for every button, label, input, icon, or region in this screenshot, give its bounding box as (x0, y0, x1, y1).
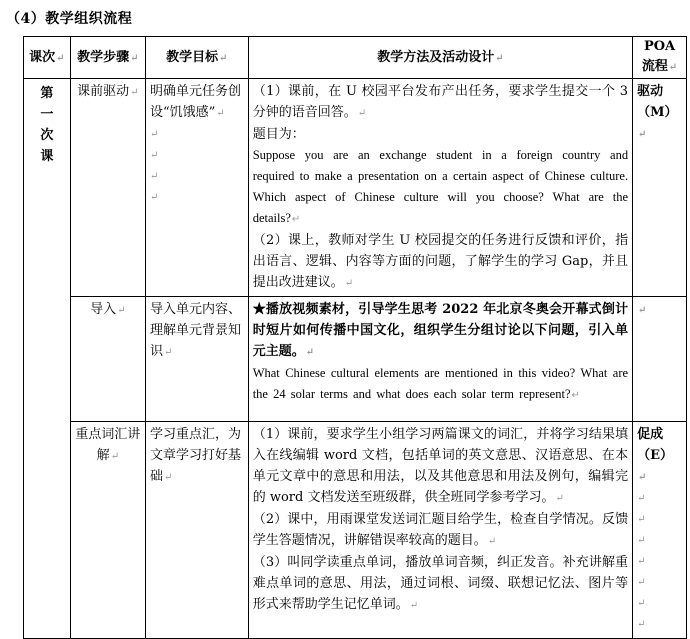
session-label: 第一次课 (40, 86, 54, 164)
table-row (24, 297, 687, 422)
method-paragraph: （1）课前，在 U 校园平台发布产出任务，要求学生提交一个 3 分钟的语音回答。↵ (252, 84, 629, 120)
step-cell: 重点词汇讲解↵ (70, 422, 145, 639)
section-heading: （4）教学组织流程 (6, 11, 133, 27)
goal-cell: 学习重点汇，为文章学习打好基础↵ (146, 422, 249, 639)
method-paragraph: 题目为： (252, 127, 305, 142)
method-question-en: Suppose you are an exchange student in a foreign country and required to make a presentation on a certain aspect of Chinese culture. Which aspect of Chinese culture will you choose? What are the details?↵ (252, 148, 629, 225)
header-poa: POA 流程↵ (633, 37, 687, 79)
goal-cell: 明确单元任务创设“饥饿感”↵ ↵ ↵ ↵ ↵ (146, 79, 249, 297)
method-cell (248, 79, 632, 297)
session-cell (24, 79, 71, 639)
poa-cell: ↵ (633, 297, 687, 422)
method-cell (248, 297, 632, 422)
header-goal: 教学目标↵ (146, 37, 249, 79)
method-cell (248, 422, 632, 639)
poa-cell: 驱动（M）↵ (633, 79, 687, 297)
table-row (24, 422, 687, 639)
method-question-en: What Chinese cultural elements are mentioned in this video? What are the 24 solar terms and what does each solar term represent?↵ (252, 366, 629, 401)
method-paragraph: （3）叫同学读重点单词，播放单词音频，纠正发音。补充讲解重难点单词的意思、用法，通过词根、词缀、联想记忆法、图片等形式来帮助学生记忆单词。↵ (252, 555, 629, 612)
method-paragraph: （1）课前，要求学生小组学习两篇课文的词汇，并将学习结果填入在线编辑 word 文档，包括单词的英文意思、汉语意思、在本单元文章中的意思和用法，以及其他意思和用法及例句，编辑完的 word 文档发送至班级群，供全班同学参考学习。↵ (252, 427, 629, 505)
table-row (24, 79, 687, 297)
header-step: 教学步骤↵ (70, 37, 145, 79)
step-cell: 课前驱动↵ (70, 79, 145, 297)
table-header-row (24, 37, 687, 79)
header-method: 教学方法及活动设计↵ (248, 37, 632, 79)
goal-cell: 导入单元内容、理解单元背景知识↵ (146, 297, 249, 422)
method-paragraph: （2）课中，用雨课堂发送词汇题目给学生，检查自学情况。反馈学生答题情况，讲解错误率较高的题目。↵ (252, 512, 629, 548)
teaching-process-table (23, 36, 687, 639)
step-cell: 导入↵ (70, 297, 145, 422)
poa-cell: 促成（E）↵ ↵ ↵ ↵ ↵ ↵ ↵ ↵ (633, 422, 687, 639)
method-paragraph-bold: ★播放视频素材，引导学生思考 2022 年北京冬奥会开幕式倒计时短片如何传播中国文化，组织学生分组讨论以下问题，引入单元主题。↵ (252, 302, 629, 359)
method-paragraph: （2）课上，教师对学生 U 校园提交的任务进行反馈和评价，指出语言、逻辑、内容等方面的问题，了解学生的学习 Gap，并且提出改进建议。↵ (252, 233, 629, 290)
header-session: 课次↵ (24, 37, 71, 79)
